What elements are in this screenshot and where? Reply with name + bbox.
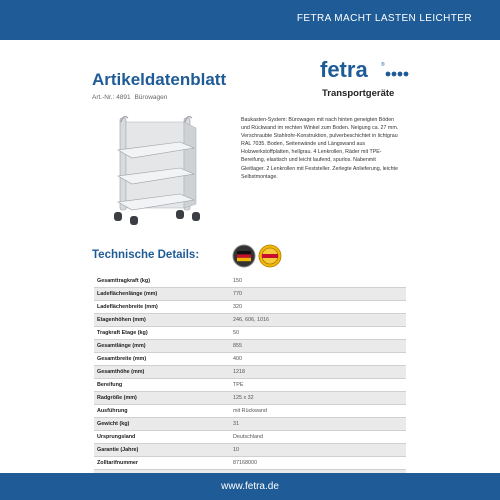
spec-value: TPE [233,378,406,391]
spec-value: Deutschland [233,430,406,443]
spec-label: Gesamthöhe (mm) [94,365,233,378]
spec-label: Tragkraft Etage (kg) [94,326,233,339]
website-url[interactable]: www.fetra.de [221,481,279,492]
top-banner [0,0,500,40]
spec-value: 246, 606, 1016 [233,313,406,326]
table-row [94,417,406,430]
bottom-banner [0,473,500,500]
table-row [94,352,406,365]
table-row [94,326,406,339]
brand-subtitle: Transportgeräte [322,88,395,99]
spec-value: 400 [233,352,406,365]
quality-seal-badge-icon [258,244,282,268]
svg-text:®: ® [381,62,385,68]
product-description: Baukasten-System: Bürowagen mit nach hinten geneigten Böden und Rückwand im rechten Winkel zum Boden. Neigung ca. 27 mm. Verschraubte Stahlrohr-Konstruktion, pulverbeschichtet in lichtgrau RAL 7035. Boden, Seitenwände und Längswand aus Holzwerkstoffplatten, hellgrau. 4 Lenkrollen, Räder mit TPE-Bereifung, elastisch und leicht laufend, spurlos. Nabenmit Gleitlager. 2 Lenkrollen mit Feststeller. Zerlegte Anlieferung, leichte Selbstmontage. [241,117,399,180]
article-name: Bürowagen [134,94,168,101]
table-row [94,456,406,469]
table-row [94,313,406,326]
page-title: Artikeldatenblatt [92,70,227,89]
article-number-label: Art.-Nr.: 4891 [92,94,131,101]
spec-label: Etagenhöhen (mm) [94,313,233,326]
spec-label: Ladeflächenlänge (mm) [94,287,233,300]
table-row [94,287,406,300]
technical-details-table [94,275,406,483]
spec-value: 770 [233,287,406,300]
table-row [94,443,406,456]
spec-value: 50 [233,326,406,339]
table-row [94,404,406,417]
spec-label: Gewicht (kg) [94,417,233,430]
spec-label: Ursprungsland [94,430,233,443]
made-in-germany-badge-icon [232,244,256,268]
spec-label: Ladeflächenbreite (mm) [94,300,233,313]
table-row [94,430,406,443]
slogan-text: FETRA MACHT LASTEN LEICHTER [296,13,472,24]
spec-label: Gesamttragkraft (kg) [94,275,233,287]
article-number [92,94,167,101]
spec-label: Gesamtbreite (mm) [94,352,233,365]
svg-text:fetra: fetra [320,58,368,82]
table-row [94,339,406,352]
spec-value: 125 x 32 [233,391,406,404]
spec-label: Garantie (Jahre) [94,443,233,456]
spec-label: Bereifung [94,378,233,391]
spec-value: 150 [233,275,406,287]
spec-value: 1218 [233,365,406,378]
office-trolley-image [100,112,210,228]
spec-value: 87168000 [233,456,406,469]
spec-label: Ausführung [94,404,233,417]
table-row [94,365,406,378]
spec-value: 320 [233,300,406,313]
table-row [94,391,406,404]
fetra-logo [320,58,420,84]
spec-value: 10 [233,443,406,456]
table-row [94,300,406,313]
section-heading-technical: Technische Details: [92,249,200,261]
spec-label: Zolltarifnummer [94,456,233,469]
spec-value: 855 [233,339,406,352]
table-row [94,378,406,391]
spec-value: 31 [233,417,406,430]
spec-value: mit Rückwand [233,404,406,417]
spec-label: Radgröße (mm) [94,391,233,404]
spec-label: Gesamtlänge (mm) [94,339,233,352]
table-row [94,275,406,287]
